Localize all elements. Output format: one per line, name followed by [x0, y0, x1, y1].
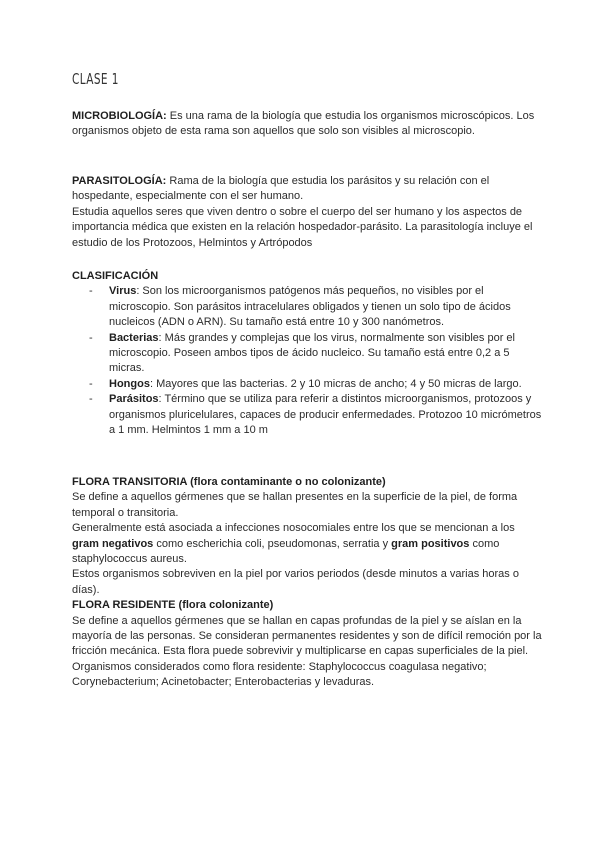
clasificacion-list: [72, 284, 542, 438]
parasitologia-description: Estudia aquellos seres que viven dentro o sobre el cuerpo del ser humano y los aspectos de importancia médica que existen en la relación hospedador-parásito. La parasitología incluye el estudio de los Protozoos, Helmintos y Artrópodos: [72, 205, 533, 249]
parasitologia-paragraph: [72, 174, 542, 205]
list-item-virus: - Virus: Son los microorganismos patógenos más pequeños, no visibles por el microscopio. Son parásitos intracelulares obligados y tienen un solo tipo de ácidos nucleicos (ADN o ARN). Su tamaño está entre 10 y 300 nanómetros.: [89, 285, 511, 329]
flora-residente-organismos: Organismos considerados como flora residente: Staphylococcus coagulasa negativo; Corynebacterium; Acinetobacter; Enterobacterias y levaduras.: [72, 660, 487, 689]
clasificacion-heading: CLASIFICACIÓN: [72, 270, 159, 282]
microbiologia-section: [72, 109, 542, 140]
microbiologia-definition: Es una rama de la biología que estudia los organismos microscópicos. Los organismos objeto de esta rama son aquellos que solo son visibles al microscopio.: [72, 110, 535, 138]
microbiologia-paragraph: [72, 109, 542, 140]
flora-residente-heading: FLORA RESIDENTE (flora colonizante): [72, 599, 274, 612]
parasitologia-definition: Rama de la biología que estudia los parásitos y su relación con el hospedante, especialmente con el ser humano.: [72, 175, 490, 203]
list-item-bacterias: - Bacterias: Más grandes y complejas que los virus, normalmente son visibles por el microscopio. Poseen ambos tipos de ácido nucleico. Su tamaño está entre 0,2 a 5 micras.: [89, 331, 515, 375]
parasitologia-section: [72, 174, 542, 251]
flora-transitoria-definition: Se define a aquellos gérmenes que se hallan presentes en la superficie de la piel, de forma temporal o transitoria.: [72, 491, 518, 519]
flora-transitoria-supervivencia: Estos organismos sobreviven en la piel por varios periodos (desde minutos a varias horas o días).: [72, 568, 519, 596]
list-item-parasitos: - Parásitos: Término que se utiliza para referir a distintos microorganismos, protozoos y organismos pluricelulares, capaces de producir enfermedades. Protozoo 10 micrómetros a 1 mm. Helmintos 1 mm a 10 m: [89, 393, 542, 437]
parasitologia-term: PARASITOLOGÍA:: [72, 175, 167, 187]
flora-section: [72, 475, 542, 691]
clasificacion-section: [72, 269, 542, 438]
flora-transitoria-infecciones: Generalmente está asociada a infecciones nosocomiales entre los que se mencionan a los gram negativos como escherichia coli, pseudomonas, serratia y gram positivos como staphylococcus aureus.: [72, 522, 515, 566]
page-title: CLASE 1: [72, 70, 119, 88]
microbiologia-term: MICROBIOLOGÍA:: [72, 110, 167, 122]
flora-transitoria-heading: FLORA TRANSITORIA (flora contaminante o no colonizante): [72, 476, 386, 488]
list-item-hongos: - Hongos: Mayores que las bacterias. 2 y 10 micras de ancho; 4 y 50 micras de largo.: [89, 377, 522, 390]
flora-residente-definition: Se define a aquellos gérmenes que se hallan en capas profundas de la piel y se aíslan en la mayoría de las personas. Se consideran permanentes residentes y son de difícil remoción por la fricción mecánica. Esta flora puede sobrevivir y multiplicarse en capas superficiales de la piel.: [72, 614, 542, 658]
